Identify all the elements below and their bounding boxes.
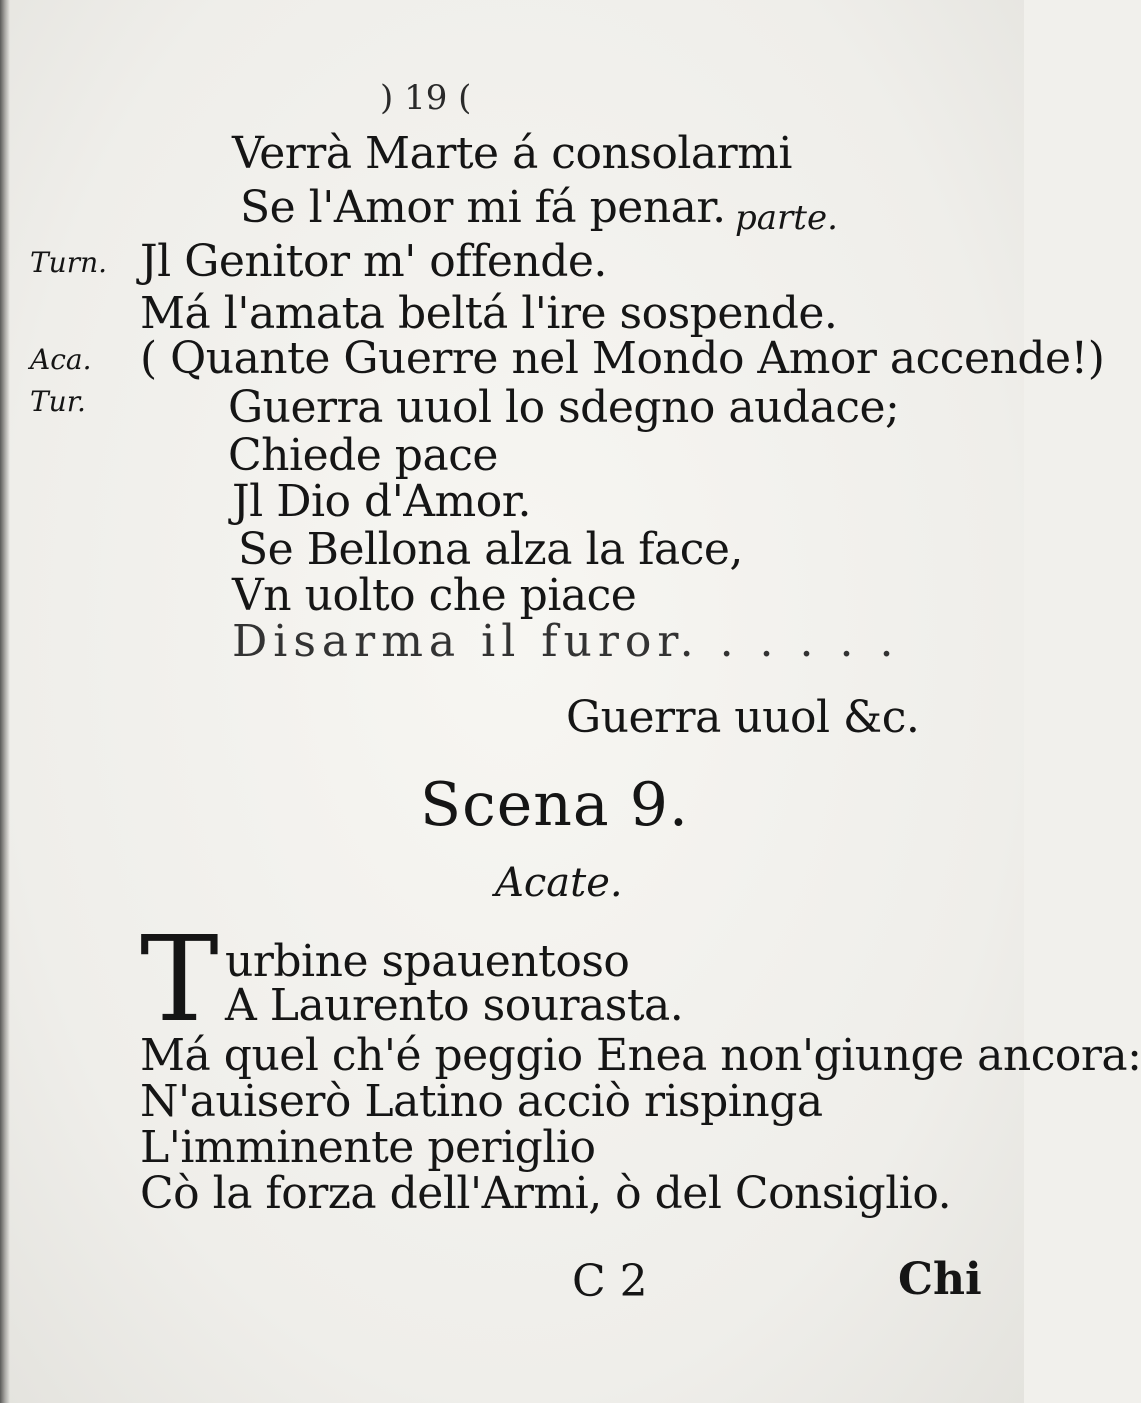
verse-line: Chiede pace xyxy=(228,430,498,481)
verse-line: Jl Genitor m' offende. xyxy=(140,236,607,287)
verse-line: Cò la forza dell'Armi, ò del Consiglio. xyxy=(140,1168,952,1219)
verse-line: Má quel ch'é peggio Enea non'giunge ancora: xyxy=(140,1030,1141,1081)
catchword: Chi xyxy=(898,1254,982,1305)
verse-line: Disarma il furor. . . . . . xyxy=(232,616,900,667)
verse-line: Guerra uuol lo sdegno audace; xyxy=(228,382,900,433)
verse-line: Má l'amata beltá l'ire sospende. xyxy=(140,288,838,339)
character-name: Acate. xyxy=(495,860,623,906)
page-edge-shadow xyxy=(0,0,10,1403)
verse-line: Se Bellona alza la face, xyxy=(238,524,743,575)
speaker-label: Aca. xyxy=(30,343,92,376)
drop-capital: T xyxy=(140,910,219,1048)
scene-title: Scena 9. xyxy=(420,770,689,840)
verse-line: N'auiserò Latino acciò rispinga xyxy=(140,1076,823,1127)
verse-line: L'imminente periglio xyxy=(140,1122,596,1173)
page-number-header: ) 19 ( xyxy=(380,78,472,118)
verse-line: A Laurento sourasta. xyxy=(225,980,684,1031)
verse-line: Vn uolto che piace xyxy=(232,570,637,621)
verse-line: Verrà Marte á consolarmi xyxy=(232,128,792,179)
verse-line: Se l'Amor mi fá penar. xyxy=(240,182,726,233)
signature-mark: C 2 xyxy=(572,1256,648,1307)
refrain-line: Guerra uuol &c. xyxy=(566,692,920,743)
verse-line: urbine spauentoso xyxy=(225,936,630,987)
verse-line: Jl Dio d'Amor. xyxy=(232,476,531,527)
stage-direction: parte. xyxy=(735,198,838,238)
speaker-label: Tur. xyxy=(30,385,86,418)
speaker-label: Turn. xyxy=(30,246,108,279)
verse-line: ( Quante Guerre nel Mondo Amor accende!) xyxy=(140,333,1105,384)
